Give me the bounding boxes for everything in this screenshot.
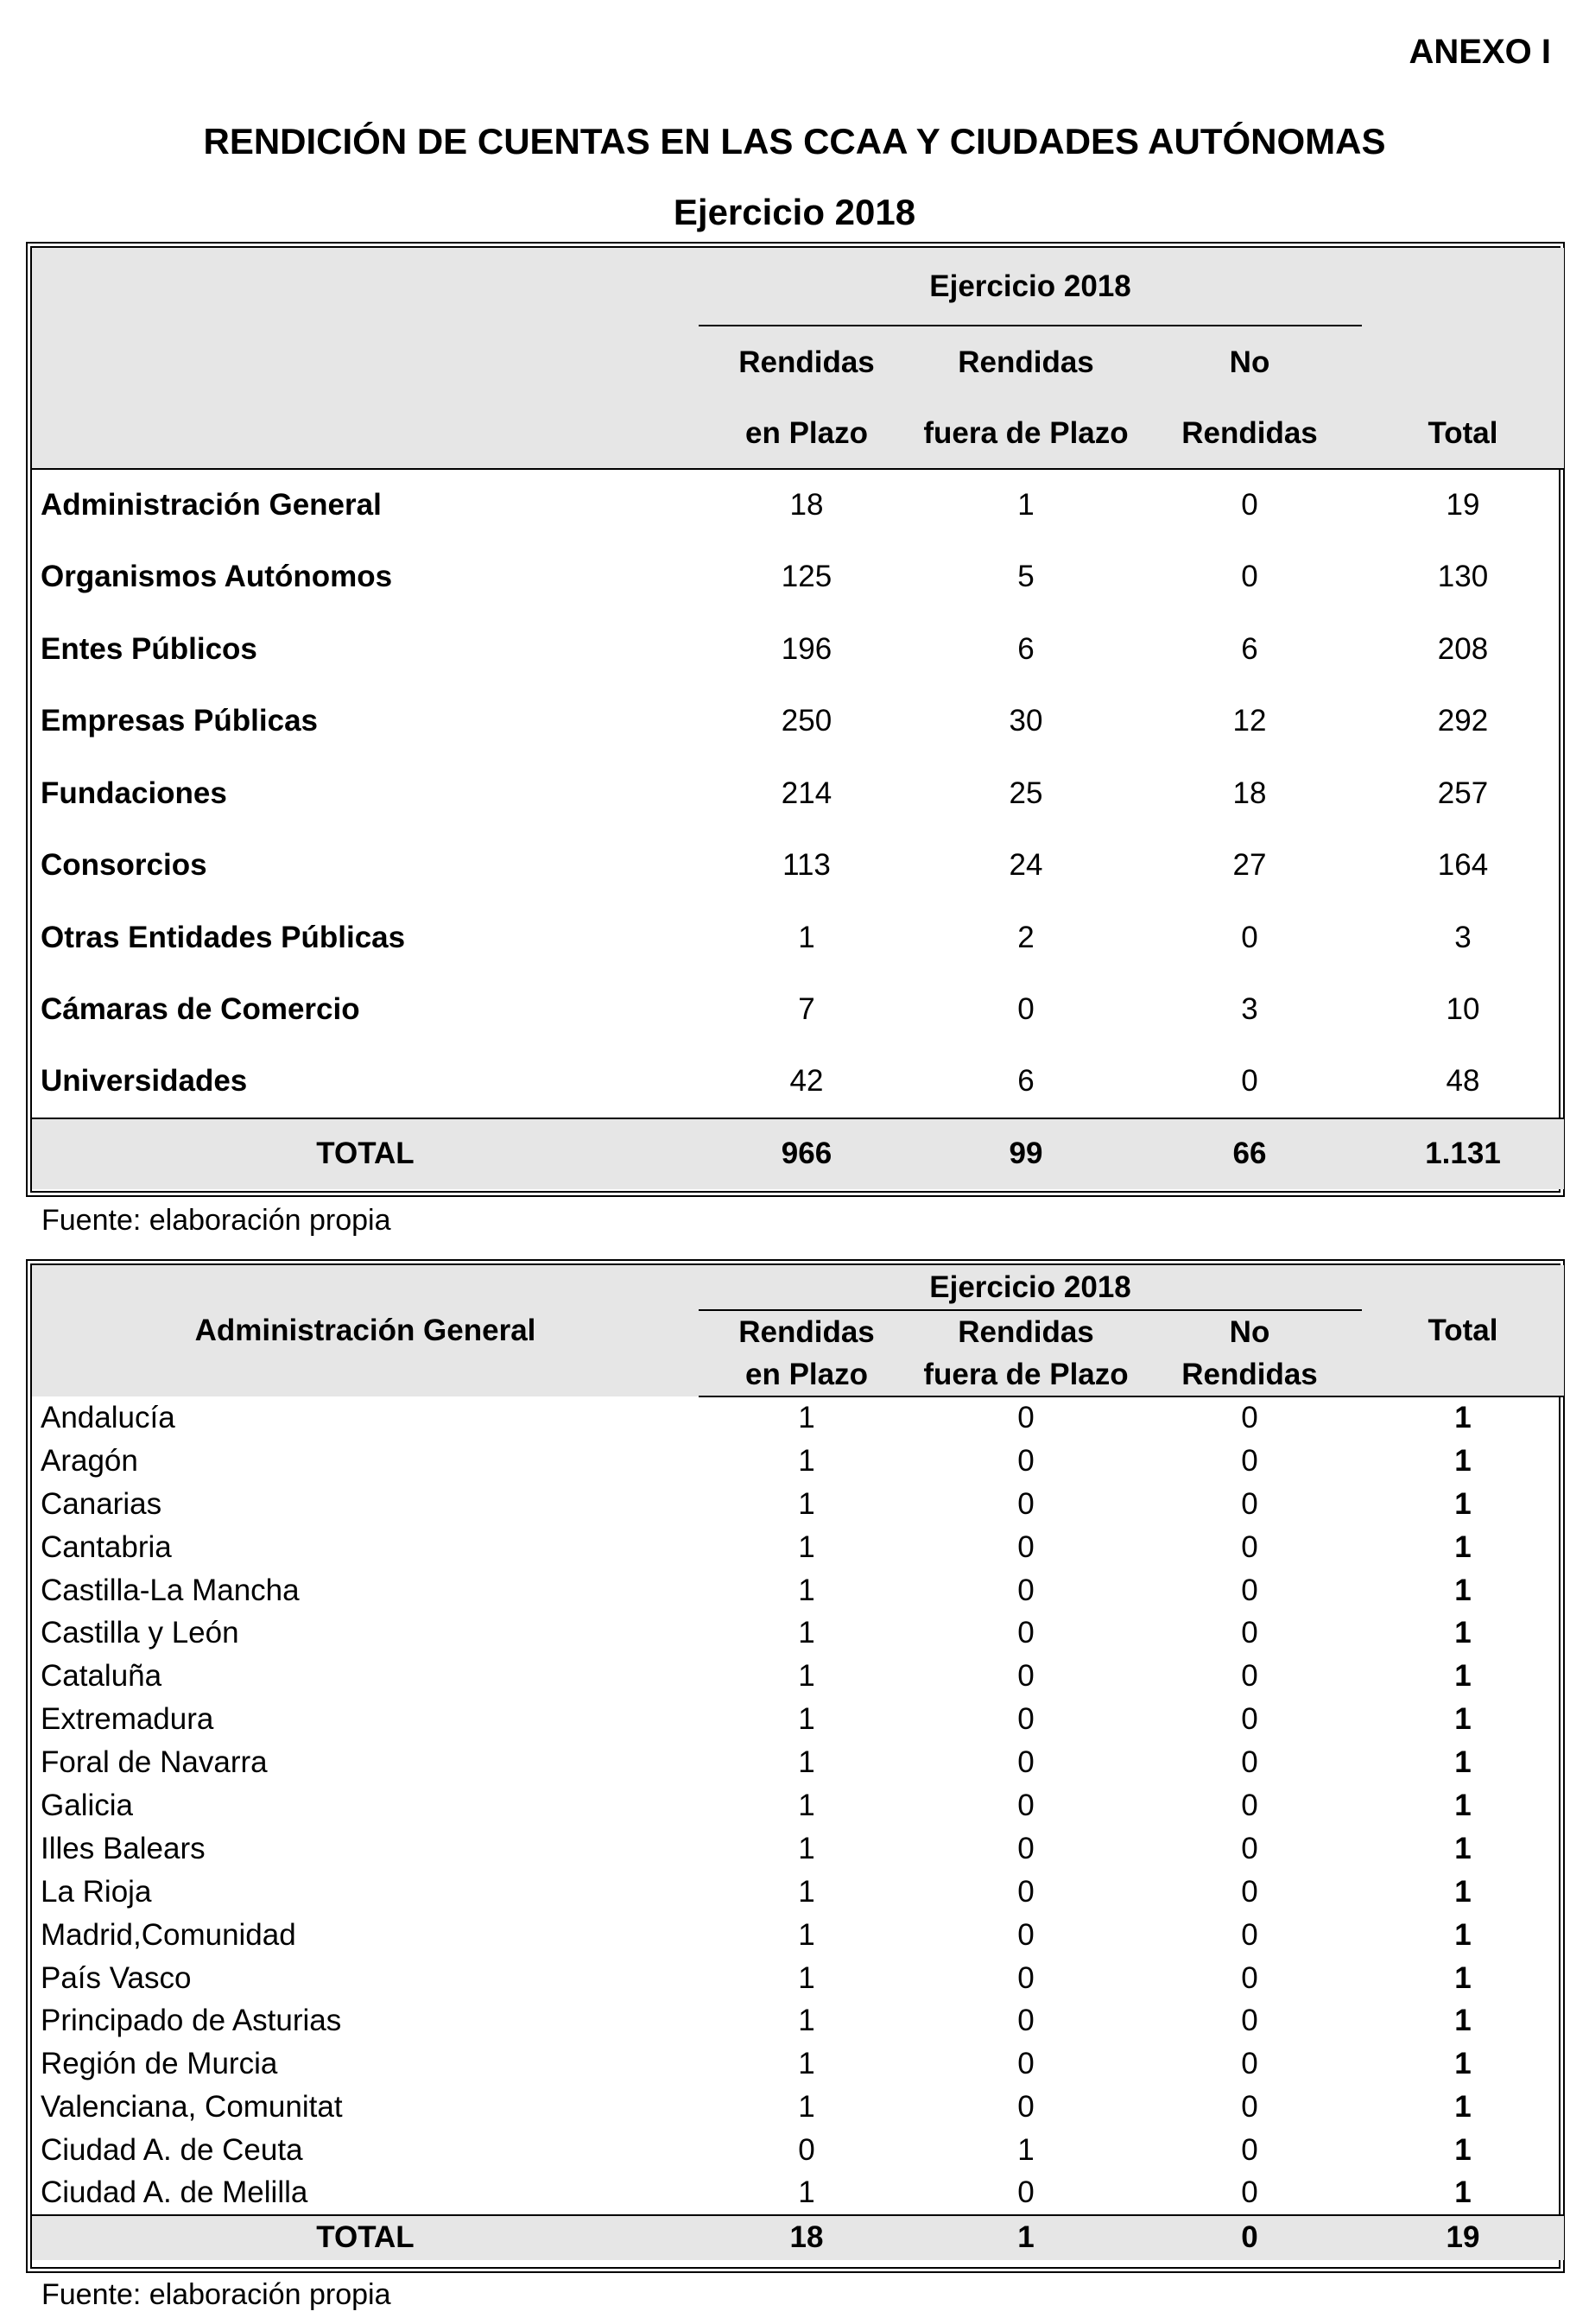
total-a: 18	[699, 2215, 915, 2260]
cell-b: 1	[1017, 488, 1035, 522]
source-note: Fuente: elaboración propia	[41, 1204, 391, 1237]
table-row	[32, 1957, 1564, 2000]
cell-b: 0	[1017, 1788, 1035, 1822]
cell-total: 1	[1454, 1443, 1472, 1478]
cell-a: 1	[798, 2090, 815, 2125]
cell-total: 1	[1454, 2004, 1472, 2038]
row-label: Región de Murcia	[41, 2047, 278, 2081]
row-label: Cámaras de Comercio	[41, 992, 360, 1027]
cell-total: 1	[1454, 1960, 1472, 1995]
cell-b: 0	[1017, 1486, 1035, 1521]
row-label: Principado de Asturias	[41, 2004, 342, 2038]
table-row	[32, 830, 1564, 902]
total-c: 0	[1137, 2215, 1362, 2260]
col-header-a2: en Plazo	[699, 1353, 915, 1396]
cell-a: 1	[798, 1529, 815, 1564]
row-label: Universidades	[41, 1064, 248, 1099]
cell-a: 1	[798, 1960, 815, 1995]
col-header-b2: fuera de Plazo	[915, 1353, 1137, 1396]
cell-c: 0	[1241, 560, 1258, 594]
col-header-a1: Rendidas	[738, 345, 875, 379]
table-row	[32, 757, 1564, 830]
total-a: 966	[699, 1118, 915, 1189]
row-label: Ciudad A. de Melilla	[41, 2175, 308, 2210]
page-subtitle: Ejercicio 2018	[673, 192, 916, 232]
cell-a: 214	[781, 776, 832, 810]
col-header-a1: Rendidas	[738, 1314, 875, 1349]
table-row	[32, 2042, 1564, 2086]
total-b: 99	[915, 1118, 1137, 1189]
cell-total: 1	[1454, 1616, 1472, 1650]
cell-c: 0	[1241, 1831, 1258, 1865]
row-label: Otras Entidades Públicas	[41, 920, 406, 954]
cell-a: 125	[781, 560, 832, 594]
cell-c: 0	[1241, 1917, 1258, 1952]
group-header: Ejercicio 2018	[699, 248, 1362, 326]
cell-b: 0	[1017, 1659, 1035, 1694]
table-row	[32, 469, 1564, 541]
row-label: Extremadura	[41, 1702, 214, 1737]
row-label: Madrid,Comunidad	[41, 1917, 296, 1952]
cell-total: 1	[1454, 1529, 1472, 1564]
cell-c: 0	[1241, 2090, 1258, 2125]
cell-b: 0	[1017, 2047, 1035, 2081]
cell-b: 0	[1017, 1529, 1035, 1564]
table-row	[32, 1999, 1564, 2042]
row-label: Galicia	[41, 1788, 133, 1822]
table-row	[32, 1784, 1564, 1827]
cell-total: 1	[1454, 1745, 1472, 1780]
cell-b: 0	[1017, 1443, 1035, 1478]
col-header-total: Total	[1362, 1265, 1564, 1396]
cell-total: 1	[1454, 2090, 1472, 2125]
cell-total: 48	[1446, 1064, 1480, 1099]
table-row	[32, 1914, 1564, 1957]
cell-c: 0	[1241, 2004, 1258, 2038]
cell-a: 1	[798, 1486, 815, 1521]
col-header-c1: No	[1229, 345, 1270, 379]
cell-a: 1	[798, 1616, 815, 1650]
cell-c: 0	[1241, 1702, 1258, 1737]
col-header-c2: Rendidas	[1137, 1353, 1362, 1396]
row-label: Cantabria	[41, 1529, 172, 1564]
cell-total: 1	[1454, 1573, 1472, 1607]
cell-c: 0	[1241, 2133, 1258, 2168]
col-header-c2: Rendidas	[1137, 398, 1362, 469]
cell-c: 0	[1241, 2047, 1258, 2081]
table-row	[32, 1046, 1564, 1118]
cell-b: 0	[1017, 1960, 1035, 1995]
total-label: TOTAL	[32, 2215, 699, 2260]
table-row	[32, 1612, 1564, 1655]
table-row	[32, 1871, 1564, 1914]
cell-a: 1	[798, 920, 815, 954]
cell-c: 0	[1241, 1616, 1258, 1650]
cell-total: 208	[1437, 631, 1489, 666]
cell-a: 1	[798, 1573, 815, 1607]
row-label: Foral de Navarra	[41, 1745, 268, 1780]
cell-total: 1	[1454, 2047, 1472, 2081]
cell-b: 0	[1017, 1745, 1035, 1780]
cell-b: 6	[1017, 1064, 1035, 1099]
row-label: La Rioja	[41, 1874, 152, 1909]
source-note: Fuente: elaboración propia	[41, 2278, 391, 2311]
row-label: Valenciana, Comunitat	[41, 2090, 343, 2125]
cell-c: 0	[1241, 1401, 1258, 1435]
col-header-c1: No	[1229, 1314, 1270, 1349]
total-total: 19	[1362, 2215, 1564, 2260]
cell-c: 0	[1241, 1659, 1258, 1694]
cell-b: 0	[1017, 2090, 1035, 2125]
row-label: Illes Balears	[41, 1831, 206, 1865]
total-row	[32, 1118, 1564, 1189]
cell-a: 0	[798, 2133, 815, 2168]
cell-c: 12	[1232, 704, 1267, 738]
cell-total: 1	[1454, 1702, 1472, 1737]
row-label: Andalucía	[41, 1400, 175, 1434]
row-label: Castilla y León	[41, 1616, 239, 1650]
cell-total: 1	[1454, 2133, 1472, 2168]
cell-total: 1	[1454, 1831, 1472, 1865]
cell-c: 0	[1241, 920, 1258, 954]
cell-b: 0	[1017, 1874, 1035, 1909]
total-row	[32, 2215, 1564, 2260]
table-row	[32, 2129, 1564, 2172]
table-row	[32, 2172, 1564, 2215]
cell-b: 1	[1017, 2133, 1035, 2168]
cell-a: 1	[798, 1659, 815, 1694]
admin-general-table	[32, 1265, 1564, 2260]
table-row	[32, 902, 1564, 974]
cell-total: 1	[1454, 1401, 1472, 1435]
cell-c: 0	[1241, 1874, 1258, 1909]
row-label: Organismos Autónomos	[41, 560, 393, 594]
cell-c: 0	[1241, 488, 1258, 522]
total-b: 1	[915, 2215, 1137, 2260]
cell-total: 1	[1454, 1788, 1472, 1822]
cell-total: 3	[1454, 920, 1472, 954]
row-label: Fundaciones	[41, 776, 227, 810]
cell-a: 1	[798, 2047, 815, 2081]
cell-total: 1	[1454, 2175, 1472, 2210]
row-label: Entes Públicos	[41, 631, 257, 666]
cell-total: 292	[1437, 704, 1489, 738]
row-label: País Vasco	[41, 1960, 192, 1995]
cell-c: 3	[1241, 992, 1258, 1027]
cell-c: 0	[1241, 1529, 1258, 1564]
summary-table-frame	[26, 242, 1565, 1197]
table-row	[32, 2086, 1564, 2129]
cell-a: 1	[798, 2004, 815, 2038]
row-label: Empresas Públicas	[41, 704, 318, 738]
annex-label: ANEXO I	[1409, 33, 1551, 71]
table-row	[32, 1526, 1564, 1569]
row-label: Administración General	[41, 488, 382, 522]
row-header: Administración General	[194, 1314, 536, 1347]
cell-b: 0	[1017, 992, 1035, 1027]
total-label: TOTAL	[32, 1118, 699, 1189]
cell-b: 2	[1017, 920, 1035, 954]
cell-b: 0	[1017, 1573, 1035, 1607]
summary-table	[32, 248, 1564, 1189]
cell-a: 18	[789, 488, 824, 522]
cell-c: 18	[1232, 776, 1267, 810]
cell-total: 10	[1446, 992, 1480, 1027]
cell-b: 5	[1017, 560, 1035, 594]
table-row	[32, 974, 1564, 1047]
cell-a: 1	[798, 1702, 815, 1737]
cell-a: 1	[798, 1874, 815, 1909]
table-row	[32, 1396, 1564, 1440]
cell-b: 6	[1017, 631, 1035, 666]
cell-a: 7	[798, 992, 815, 1027]
cell-total: 1	[1454, 1659, 1472, 1694]
cell-a: 1	[798, 1788, 815, 1822]
cell-c: 6	[1241, 631, 1258, 666]
cell-c: 0	[1241, 1443, 1258, 1478]
cell-b: 0	[1017, 2175, 1035, 2210]
cell-a: 42	[789, 1064, 824, 1099]
admin-table-frame	[26, 1259, 1565, 2273]
cell-total: 257	[1437, 776, 1489, 810]
cell-a: 1	[798, 2175, 815, 2210]
row-label: Aragón	[41, 1443, 138, 1478]
cell-a: 1	[798, 1831, 815, 1865]
cell-b: 0	[1017, 1616, 1035, 1650]
cell-b: 0	[1017, 1831, 1035, 1865]
cell-b: 25	[1009, 776, 1043, 810]
cell-c: 0	[1241, 1745, 1258, 1780]
table-row	[32, 1483, 1564, 1526]
cell-c: 0	[1241, 1788, 1258, 1822]
cell-total: 1	[1454, 1917, 1472, 1952]
cell-a: 1	[798, 1443, 815, 1478]
page-title: RENDICIÓN DE CUENTAS EN LAS CCAA Y CIUDADES AUTÓNOMAS	[203, 121, 1386, 161]
cell-b: 0	[1017, 1401, 1035, 1435]
table-row	[32, 1741, 1564, 1784]
table-row	[32, 1440, 1564, 1483]
table-row	[32, 1655, 1564, 1698]
cell-c: 0	[1241, 1064, 1258, 1099]
table-row	[32, 613, 1564, 686]
cell-a: 250	[781, 704, 832, 738]
cell-a: 113	[782, 848, 831, 883]
col-header-a2: en Plazo	[699, 398, 915, 469]
table-row	[32, 541, 1564, 614]
total-c: 66	[1137, 1118, 1362, 1189]
group-header: Ejercicio 2018	[699, 1265, 1362, 1310]
col-header-b1: Rendidas	[958, 1314, 1094, 1349]
cell-b: 0	[1017, 1702, 1035, 1737]
cell-a: 1	[798, 1401, 815, 1435]
cell-a: 196	[781, 631, 832, 666]
cell-c: 0	[1241, 1486, 1258, 1521]
cell-b: 0	[1017, 1917, 1035, 1952]
table-row	[32, 1698, 1564, 1741]
cell-total: 1	[1454, 1874, 1472, 1909]
cell-total: 130	[1437, 560, 1489, 594]
table-row	[32, 1569, 1564, 1612]
cell-total: 19	[1446, 488, 1480, 522]
cell-c: 27	[1232, 848, 1267, 883]
table-row	[32, 686, 1564, 758]
row-label: Ciudad A. de Ceuta	[41, 2133, 303, 2168]
col-header-b1: Rendidas	[958, 345, 1094, 379]
cell-total: 164	[1437, 848, 1489, 883]
row-label: Canarias	[41, 1486, 162, 1521]
cell-b: 24	[1009, 848, 1043, 883]
total-total: 1.131	[1362, 1118, 1564, 1189]
cell-b: 30	[1009, 704, 1043, 738]
cell-c: 0	[1241, 1960, 1258, 1995]
cell-a: 1	[798, 1917, 815, 1952]
cell-c: 0	[1241, 1573, 1258, 1607]
cell-b: 0	[1017, 2004, 1035, 2038]
col-header-total: Total	[1362, 398, 1564, 469]
row-label: Cataluña	[41, 1659, 162, 1694]
row-label: Castilla-La Mancha	[41, 1573, 300, 1607]
cell-a: 1	[798, 1745, 815, 1780]
table-row	[32, 1827, 1564, 1871]
row-label: Consorcios	[41, 848, 207, 883]
cell-total: 1	[1454, 1486, 1472, 1521]
cell-c: 0	[1241, 2175, 1258, 2210]
col-header-b2: fuera de Plazo	[915, 398, 1137, 469]
